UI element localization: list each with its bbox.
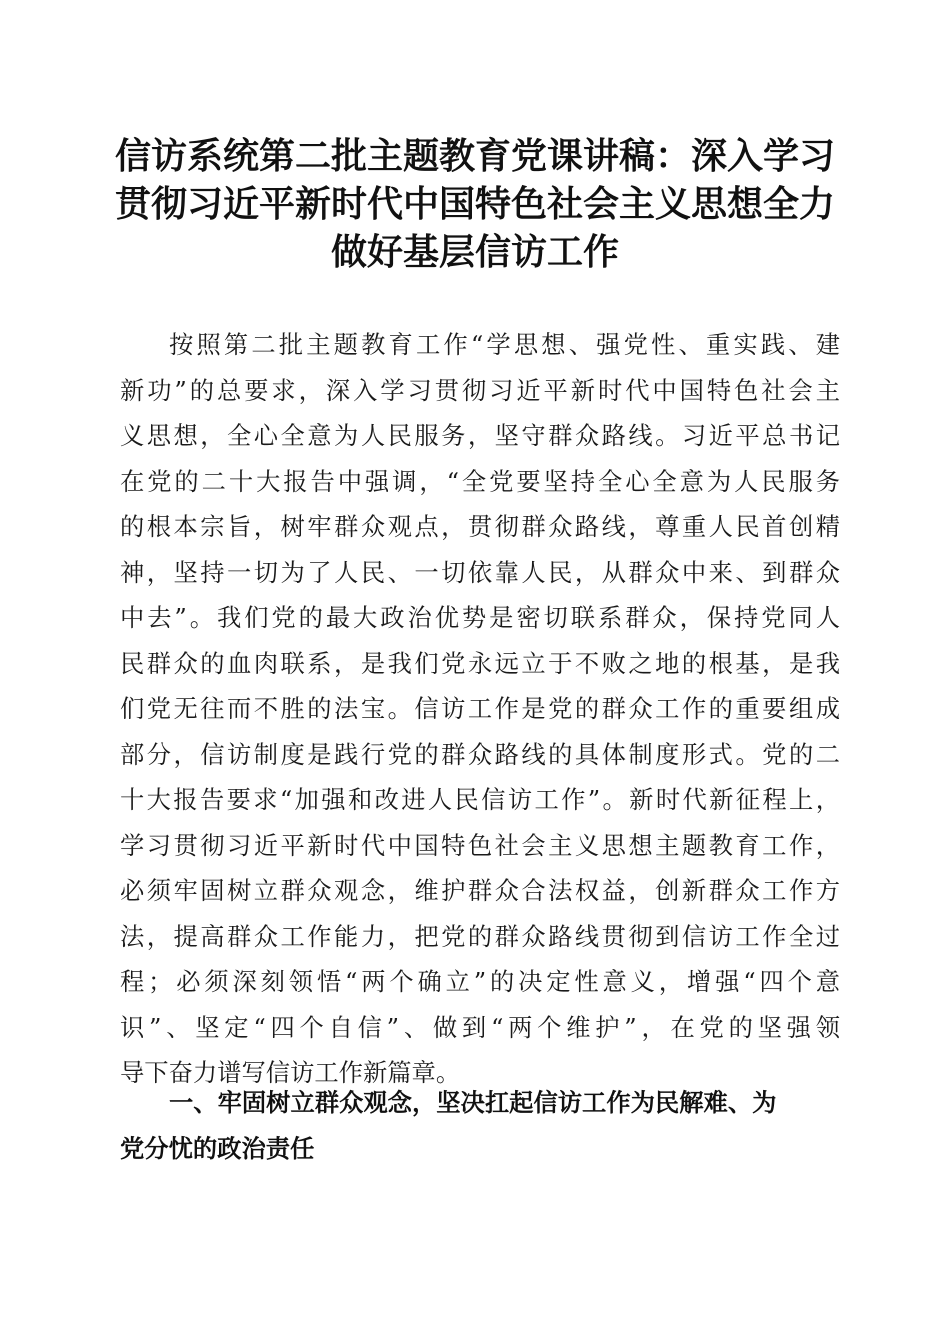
paragraph-line: 中去”。我们党的最大政治优势是密切联系群众，保持党同人 — [120, 603, 840, 632]
title-line: 做好基层信访工作 — [330, 231, 619, 273]
paragraph-line: 神，坚持一切为了人民、一切依靠人民，从群众中来、到群众 — [120, 557, 840, 587]
paragraph-line: 程；必须深刻领悟“两个确立”的决定性意义，增强“四个意 — [120, 967, 840, 996]
paragraph-line: 识”、坚定“四个自信”、做到“两个维护”，在党的坚强领 — [120, 1012, 840, 1042]
section-heading — [120, 1080, 840, 1172]
paragraph-line: 部分，信访制度是践行党的群众路线的具体制度形式。党的二 — [120, 739, 840, 769]
heading-line: 党分忧的政治责任 — [120, 1134, 315, 1163]
title-line: 信访系统第二批主题教育党课讲稿：深入学习 — [114, 135, 835, 177]
document-title — [100, 132, 850, 276]
paragraph-line: 在党的二十大报告中强调，“全党要坚持全心全意为人民服务 — [120, 466, 840, 496]
paragraph-line: 们党无往而不胜的法宝。信访工作是党的群众工作的重要组成 — [120, 694, 840, 723]
title-line: 贯彻习近平新时代中国特色社会主义思想全力 — [114, 183, 835, 225]
paragraph-line: 按照第二批主题教育工作“学思想、强党性、重实践、建 — [169, 330, 840, 359]
heading-line: 一、牢固树立群众观念，坚决扛起信访工作为民解难、为 — [169, 1088, 777, 1117]
paragraph-line: 民群众的血肉联系，是我们党永远立于不败之地的根基，是我 — [120, 648, 840, 678]
paragraph-line: 十大报告要求“加强和改进人民信访工作”。新时代新征程上， — [120, 785, 840, 814]
paragraph-line: 法，提高群众工作能力，把党的群众路线贯彻到信访工作全过 — [120, 921, 840, 951]
paragraph-line: 必须牢固树立群众观念，维护群众合法权益，创新群众工作方 — [120, 876, 840, 905]
intro-paragraph — [120, 322, 840, 1096]
paragraph-line: 导下奋力谱写信访工作新篇章。 — [120, 1058, 461, 1087]
paragraph-line: 学习贯彻习近平新时代中国特色社会主义思想主题教育工作， — [120, 830, 840, 860]
paragraph-line: 的根本宗旨，树牢群众观点，贯彻群众路线，尊重人民首创精 — [120, 512, 840, 541]
paragraph-line: 新功”的总要求，深入学习贯彻习近平新时代中国特色社会主 — [120, 375, 840, 405]
paragraph-line: 义思想，全心全意为人民服务，坚守群众路线。习近平总书记 — [120, 421, 840, 450]
